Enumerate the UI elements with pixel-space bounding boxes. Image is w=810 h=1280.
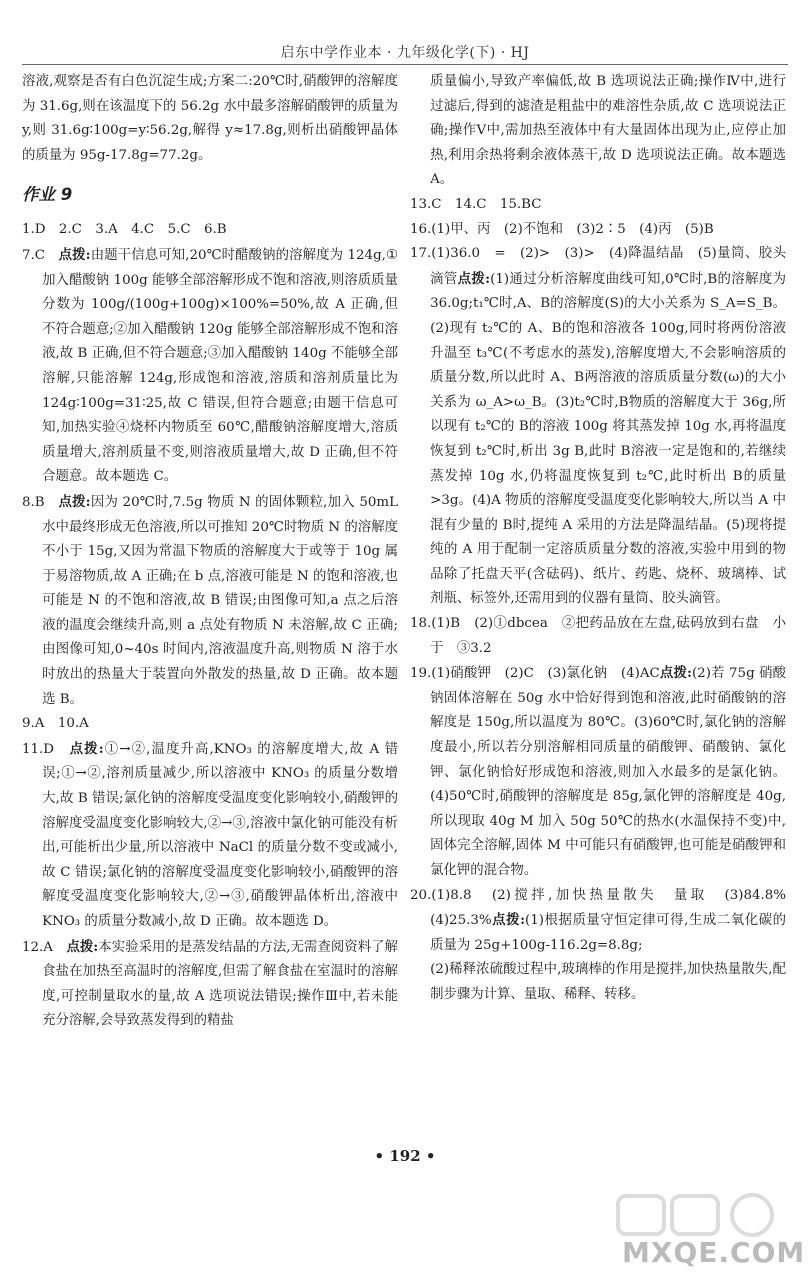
answer-item bbox=[22, 712, 398, 737]
tip-label: 点拨: bbox=[58, 246, 91, 263]
answer-head: 19.(1)硝酸钾 (2)C (3)氯化钠 (4)AC bbox=[410, 666, 660, 682]
answer-head: 17.(1)36.0 = (2)> (3)> (4)降温结晶 (5)量筒、胶头滴管 bbox=[410, 246, 786, 287]
right-column bbox=[410, 70, 800, 1008]
answer-head: 12.A bbox=[22, 939, 67, 955]
answer-item bbox=[410, 193, 786, 218]
answer-item bbox=[410, 218, 786, 243]
answer-head: 8.B bbox=[22, 494, 59, 510]
tip-label: 点拨: bbox=[69, 740, 104, 757]
answer-head: 13.C 14.C 15.BC bbox=[410, 196, 542, 212]
tip-body: 本实验采用的是蒸发结晶的方法,无需查阅资料了解食盐在加热至高温时的溶解度,但需了解食盐在室温时的溶解度,可控制量取水的量,故 A 选项说法错误;操作Ⅲ中,若未能充分溶解,会导致蒸发得到的精盐 bbox=[42, 939, 398, 1029]
answer-item bbox=[22, 935, 398, 1034]
answer-item bbox=[410, 612, 786, 661]
answer-head: 18.(1)B (2)①dbcea ②把药品放在左盘,砝码放到右盘 小于 ③3.2 bbox=[410, 616, 786, 656]
answer-head: 11.D bbox=[22, 741, 70, 757]
tip-body: 因为 20℃时,7.5g 物质 N 的固体颗粒,加入 50mL 水中最终形成无色溶液,所以可推知 20℃时物质 N 的溶解度不小于 15g,又因为常温下物质的溶解度大于或等于 10g 属于易溶物质,故 A 正确;在 b 点,溶液可能是 N 的饱和溶液,也可能是 N 的不饱和溶液,故 B 错误;由图像可知,a 点之后溶液的温度会继续升高,则 a 点处有物质 N 未溶解,故 C 正确;由图像可知,0~40s 时间内,溶液温度升高,则物质 N 溶于水时放出的热量大于装置向外散发的热量,故 D 正确。故本题选 B。 bbox=[42, 494, 398, 707]
answer-head: 1.D 2.C 3.A 4.C 5.C 6.B bbox=[22, 222, 227, 238]
section-title: 作业 9 bbox=[22, 185, 73, 205]
answer-head: 9.A 10.A bbox=[22, 716, 89, 732]
tip-body: 由题干信息可知,20℃时醋酸钠的溶解度为 124g,①加入醋酸钠 100g 能够全部溶解形成不饱和溶液,则溶质质量分数为 100g/(100g+100g)×100%=50%,故 A 正确,但不符合题意;②加入醋酸钠 120g 能够全部溶解形成不饱和溶液,故 B 正确,但不符合题意;③加入醋酸钠 140g 不能够全部溶解,只能溶解 124g,形成饱和溶液,溶质和溶剂质量比为 124g∶100g=31∶25,故 C 错误,但符合题意;由题干信息可知,加热实验④烧杯内物质至 60℃,醋酸钠溶解度增大,溶质质量增大,溶剂质量不变,则溶液质量增大,故 D 正确,但不符合题意。故本题选 C。 bbox=[42, 247, 399, 485]
header-rule bbox=[22, 64, 788, 65]
tip-body: (1)通过分析溶解度曲线可知,0℃时,B的溶解度为 36.0g;t₁℃时,A、B的溶解度(S)的大小关系为 S_A=S_B。(2)现有 t₂℃的 A、B的饱和溶液各 100g,同时将两份溶液升温至 t₃℃(不考虑水的蒸发),溶解度增大,不会影响溶质的质量分数,所以此时 A、B两溶液的溶质质量分数(ω)的大小关系为 ω_A>ω_B。(3)t₂℃时,B物质的溶解度大于 36g,所以现有 t₂℃的 B的溶液 100g 将其蒸发掉 10g 水,再将温度恢复到 t₂℃时,析出 3g B,此时 B溶液一定是饱和的,若继续蒸发掉 10g 水,仍将温度恢复到 t₂℃,此时析出 B的质量>3g。(4)A 物质的溶解度受温度变化影响较大,所以当 A 中混有少量的 B时,提纯 A 采用的方法是降温结晶。(5)现将提纯的 A 用于配制一定溶质质量分数的溶液,实验中用到的物品除了托盘天平(含砝码)、纸片、药匙、烧杯、玻璃棒、试剂瓶、标签外,还需用到的仪器有量筒、胶头滴管。 bbox=[430, 271, 786, 607]
tip-label: 点拨: bbox=[457, 270, 491, 287]
answer-head: 20.(1)8.8 (2)搅拌,加快热量散失 量取 (3)84.8% (4)25.3% bbox=[410, 887, 800, 929]
watermark-text: MXQE.COM bbox=[622, 1236, 806, 1269]
continued-text: 溶液,观察是否有白色沉淀生成;方案二:20℃时,硝酸钾的溶解度为 31.6g,则在该温度下的 56.2g 水中最多溶解硝酸钾的质量为 y,则 31.6g∶100g=y∶56.2g,解得 y≈17.8g,则析出硝酸钾晶体的质量为 95g-17.8g=77.2g。 bbox=[22, 74, 398, 163]
answer-item bbox=[22, 490, 398, 712]
continued-text: 质量偏小,导致产率偏低,故 B 选项说法正确;操作Ⅳ中,进行过滤后,得到的滤渣是粗盐中的难溶性杂质,故 C 选项说法正确;操作Ⅴ中,需加热至液体中有大量固体出现为止,应停止加热,利用余热将剩余液体蒸干,故 D 选项说法正确。故本题选 A。 bbox=[430, 74, 786, 188]
tip-label: 点拨: bbox=[491, 912, 526, 929]
answer-item bbox=[22, 218, 398, 243]
tip-label: 点拨: bbox=[66, 938, 99, 955]
answer-item bbox=[410, 242, 786, 612]
page-number: • 192 • bbox=[374, 1147, 436, 1165]
tip-label: 点拨: bbox=[659, 665, 692, 682]
tip-body: ①→②,温度升高,KNO₃ 的溶解度增大,故 A 错误;①→②,溶剂质量减少,所以溶液中 KNO₃ 的质量分数增大,故 B 错误;氯化钠的溶解度受温度变化影响较小,硝酸钾的溶解度受温度变化影响较大,②→③,溶液中氯化钠可能没有析出,可能析出少量,所以溶液中 NaCl 的质量分数不变或减小,故 C 错误;氯化钠的溶解度受温度变化影响较小,硝酸钾的溶解度受温度变化影响较大,②→③,硝酸钾晶体析出,溶液中 KNO₃ 的质量分数减小,故 D 正确。故本题选 D。 bbox=[42, 741, 398, 929]
answer-item bbox=[410, 884, 800, 959]
tip-label: 点拨: bbox=[58, 493, 91, 510]
answer-item bbox=[22, 243, 398, 490]
left-column bbox=[22, 70, 398, 1034]
tip-continuation: (2)稀释浓硫酸过程中,玻璃棒的作用是搅拌,加快热量散失,配制步骤为计算、量取、稀释、转移。 bbox=[430, 962, 786, 1002]
answer-item bbox=[22, 737, 398, 935]
answer-head: 7.C bbox=[22, 247, 59, 263]
tip-body: (1)根据质量守恒定律可得,生成二氧化碳的质量为 25g+100g-116.2g=8.8g; bbox=[430, 913, 786, 953]
tip-body: (2)若 75g 硝酸钠固体溶解在 50g 水中恰好得到饱和溶液,此时硝酸钠的溶解度是 150g,所以温度为 80℃。(3)60℃时,氯化钠的溶解度最小,所以若分别溶解相同质量的硝酸钾、硝酸钠、氯化钾、氯化钠恰好形成饱和溶液,则加入水最多的是氯化钠。(4)50℃时,硝酸钾的溶解度是 85g,氯化钾的溶解度是 40g,所以现取 40g M 加入 50g 50℃的热水(水温保持不变)中,固体完全溶解,固体 M 中可能只有硝酸钾,也可能是硝酸钾和氯化钾的混合物。 bbox=[430, 666, 787, 878]
answer-head: 16.(1)甲、丙 (2)不饱和 (3)2∶5 (4)丙 (5)B bbox=[410, 221, 714, 237]
answer-item bbox=[410, 661, 786, 883]
page-header: 启东中学作业本 · 九年级化学(下) · HJ bbox=[280, 45, 530, 61]
